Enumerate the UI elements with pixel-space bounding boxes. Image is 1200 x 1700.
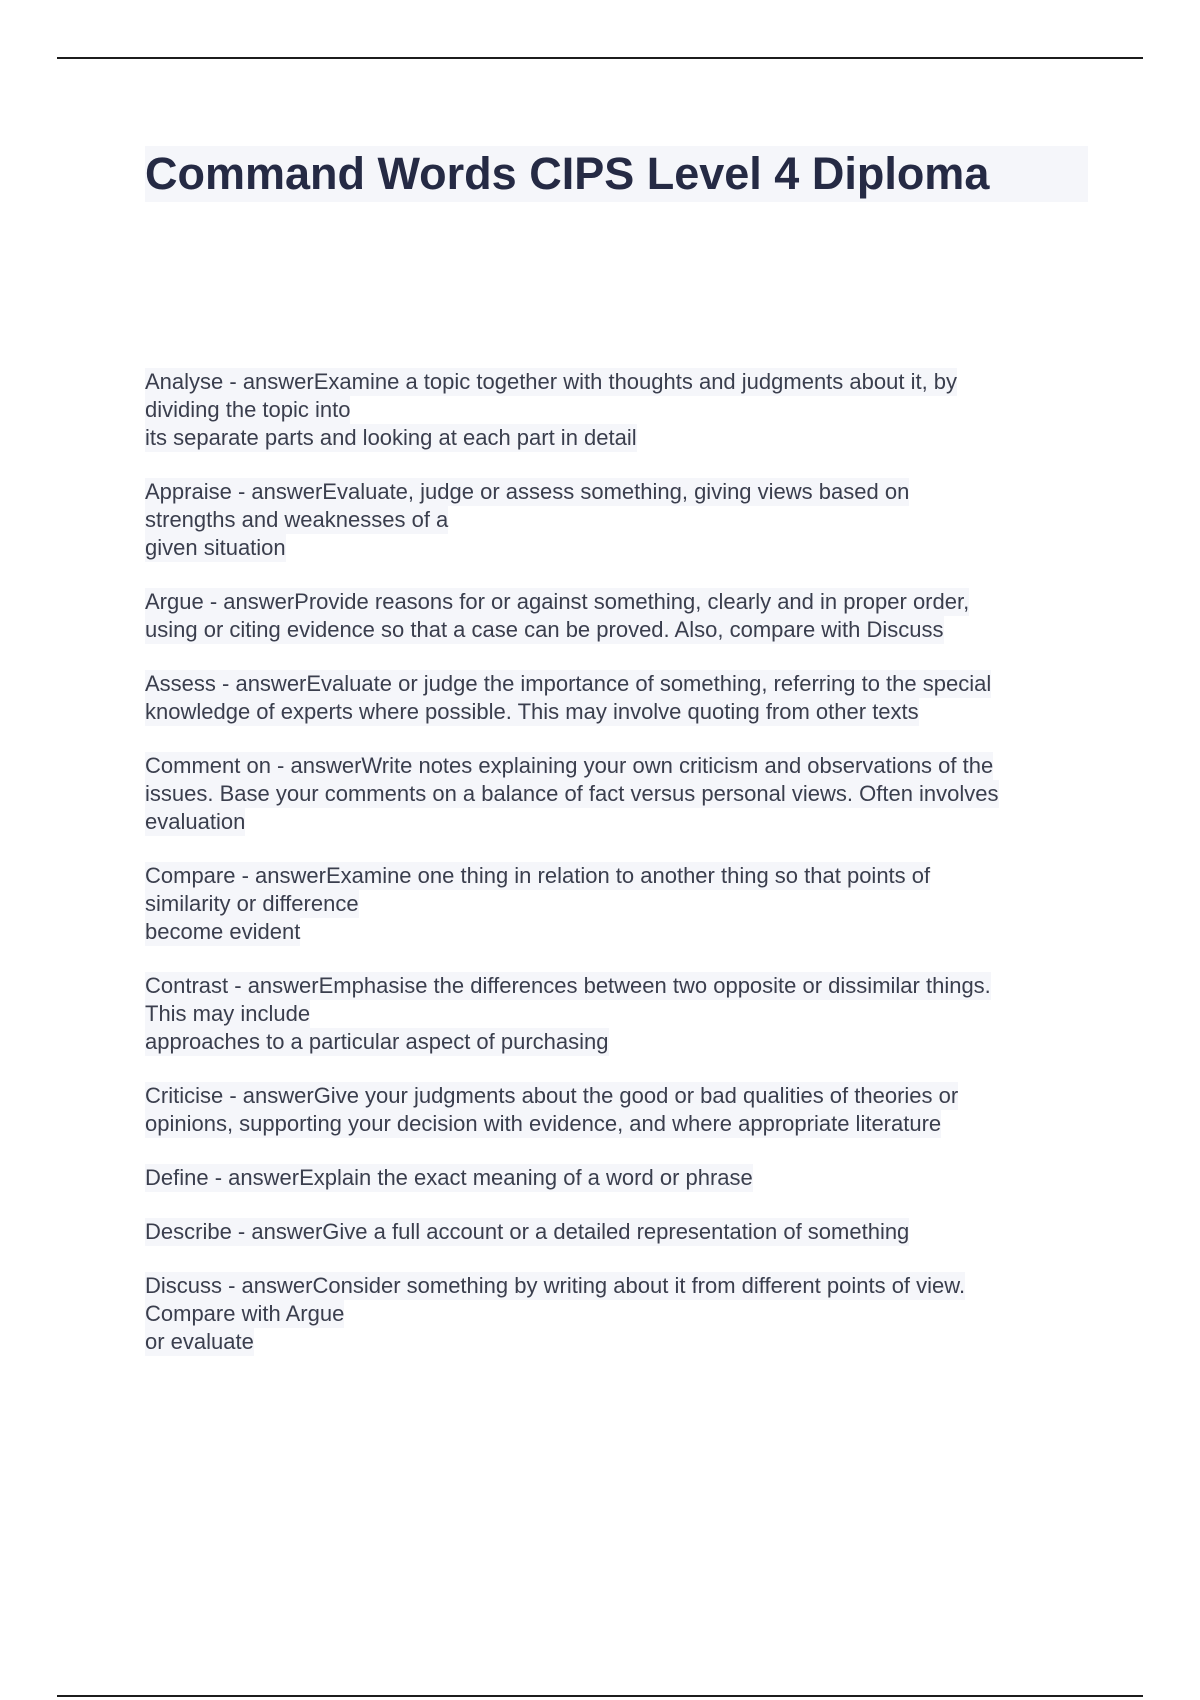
bottom-rule [57,1695,1143,1697]
entry-line: Compare - answerExamine one thing in relation to another thing so that points of [145,863,931,888]
entry-line: opinions, supporting your decision with evidence, and where appropriate literature [145,1111,942,1136]
entry-line: Appraise - answerEvaluate, judge or assess something, giving views based on [145,479,910,504]
entry-line: its separate parts and looking at each part in detail [145,425,637,450]
entry-line: Compare with Argue [145,1301,345,1326]
entry-line: become evident [145,919,301,944]
entry-line: using or citing evidence so that a case can be proved. Also, compare with Discuss [145,617,944,642]
entry-line: similarity or difference [145,891,359,916]
entry-describe [145,1218,1095,1246]
entry-line: Argue - answerProvide reasons for or against something, clearly and in proper order, [145,589,970,614]
entry-analyse [145,368,1095,452]
title-highlight [145,146,1088,202]
entry-appraise [145,478,1095,562]
entry-line: This may include [145,1001,311,1026]
entry-line: Define - answerExplain the exact meaning of a word or phrase [145,1165,753,1190]
entry-line: knowledge of experts where possible. This may involve quoting from other texts [145,699,919,724]
entry-criticise [145,1082,1095,1138]
entry-argue [145,588,1095,644]
entry-line: evaluation [145,809,246,834]
entry-line: Comment on - answerWrite notes explaining your own criticism and observations of the [145,753,994,778]
entry-line: dividing the topic into [145,397,351,422]
entry-line: given situation [145,535,286,560]
entry-line: or evaluate [145,1329,254,1354]
entry-assess [145,670,1095,726]
entry-comment-on [145,752,1095,836]
entry-line: Criticise - answerGive your judgments about the good or bad qualities of theories or [145,1083,959,1108]
entry-line: issues. Base your comments on a balance of fact versus personal views. Often involves [145,781,999,806]
entry-line: Contrast - answerEmphasise the differences between two opposite or dissimilar things. [145,973,991,998]
page-title: Command Words CIPS Level 4 Diploma [145,148,990,199]
entry-line: Analyse - answerExamine a topic together with thoughts and judgments about it, by [145,369,958,394]
entry-line: approaches to a particular aspect of purchasing [145,1029,609,1054]
entry-line: strengths and weaknesses of a [145,507,449,532]
entry-line: Discuss - answerConsider something by writing about it from different points of view. [145,1273,966,1298]
entry-define [145,1164,1095,1192]
top-rule [57,57,1143,59]
entry-compare [145,862,1095,946]
entry-line: Describe - answerGive a full account or a detailed representation of something [145,1219,910,1244]
command-word-list [145,368,1095,1382]
entry-discuss [145,1272,1095,1356]
entry-contrast [145,972,1095,1056]
entry-line: Assess - answerEvaluate or judge the importance of something, referring to the special [145,671,992,696]
